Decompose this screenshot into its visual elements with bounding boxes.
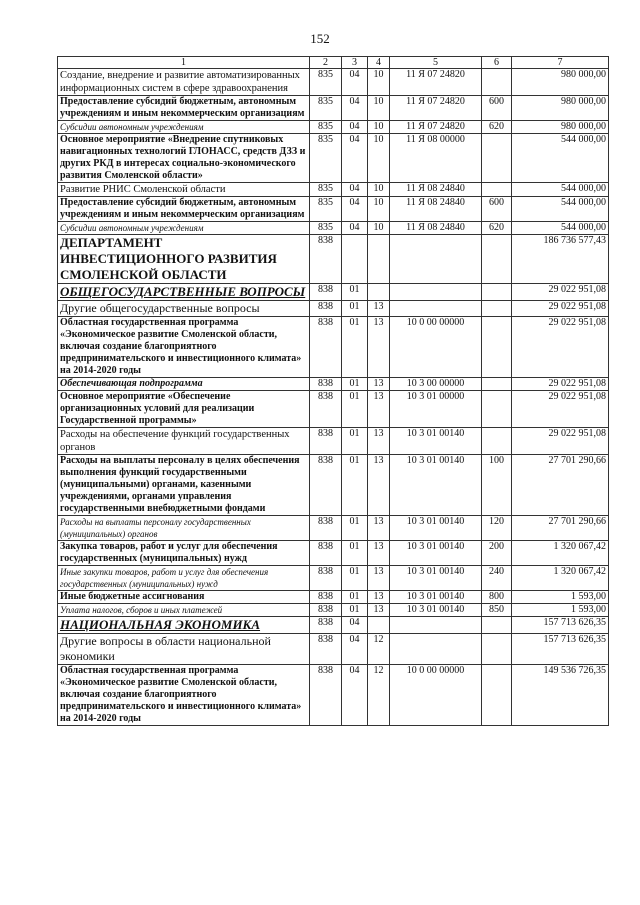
target-item-cell xyxy=(390,301,482,317)
expense-type-cell xyxy=(482,378,512,391)
section-code-cell: 04 xyxy=(342,665,368,726)
table-row xyxy=(58,566,609,591)
header-cell: 6 xyxy=(482,57,512,69)
section-code-cell: 01 xyxy=(342,604,368,617)
amount-cell: 544 000,00 xyxy=(512,134,609,183)
section-code-cell: 01 xyxy=(342,541,368,566)
amount-cell: 29 022 951,08 xyxy=(512,378,609,391)
expense-type-cell: 620 xyxy=(482,121,512,134)
header-cell: 1 xyxy=(58,57,310,69)
target-item-cell: 10 0 00 00000 xyxy=(390,317,482,378)
subsection-code-cell: 10 xyxy=(368,121,390,134)
expense-type-cell: 620 xyxy=(482,222,512,235)
section-code-cell: 01 xyxy=(342,301,368,317)
table-row xyxy=(58,378,609,391)
row-name-cell: Создание, внедрение и развитие автоматизированных информационных систем в сфере здравоохранения xyxy=(58,69,310,96)
amount-cell: 29 022 951,08 xyxy=(512,317,609,378)
ministry-code-cell: 835 xyxy=(310,134,342,183)
ministry-code-cell: 835 xyxy=(310,121,342,134)
ministry-code-cell: 838 xyxy=(310,566,342,591)
subsection-code-cell: 13 xyxy=(368,378,390,391)
subsection-code-cell: 13 xyxy=(368,541,390,566)
table-row xyxy=(58,634,609,665)
row-name-cell: Областная государственная программа «Экономическое развитие Смоленской области, включая создание благоприятного предпринимательского и инвестиционного климата» на 2014-2020 годы xyxy=(58,665,310,726)
target-item-cell: 11 Я 08 24840 xyxy=(390,222,482,235)
amount-cell: 186 736 577,43 xyxy=(512,235,609,284)
target-item-cell: 10 3 01 00140 xyxy=(390,604,482,617)
expense-type-cell: 850 xyxy=(482,604,512,617)
header-cell: 7 xyxy=(512,57,609,69)
target-item-cell: 11 Я 07 24820 xyxy=(390,69,482,96)
table-row xyxy=(58,516,609,541)
amount-cell: 1 320 067,42 xyxy=(512,541,609,566)
subsection-code-cell: 12 xyxy=(368,634,390,665)
row-name-cell: НАЦИОНАЛЬНАЯ ЭКОНОМИКА xyxy=(58,617,310,634)
target-item-cell xyxy=(390,634,482,665)
section-code-cell: 01 xyxy=(342,566,368,591)
amount-cell: 980 000,00 xyxy=(512,121,609,134)
row-name-cell: Иные закупки товаров, работ и услуг для обеспечения государственных (муниципальных) нужд xyxy=(58,566,310,591)
target-item-cell: 10 3 00 00000 xyxy=(390,378,482,391)
subsection-code-cell: 13 xyxy=(368,317,390,378)
section-code-cell: 04 xyxy=(342,617,368,634)
target-item-cell: 11 Я 08 24840 xyxy=(390,183,482,197)
table-row xyxy=(58,197,609,222)
table-row xyxy=(58,183,609,197)
table-header-row xyxy=(58,57,609,69)
expense-type-cell xyxy=(482,134,512,183)
subsection-code-cell: 10 xyxy=(368,197,390,222)
expense-type-cell: 600 xyxy=(482,197,512,222)
target-item-cell: 10 3 01 00140 xyxy=(390,455,482,516)
ministry-code-cell: 838 xyxy=(310,235,342,284)
section-code-cell: 01 xyxy=(342,455,368,516)
target-item-cell: 10 3 01 00000 xyxy=(390,391,482,428)
target-item-cell: 10 0 00 00000 xyxy=(390,665,482,726)
row-name-cell: Расходы на обеспечение функций государственных органов xyxy=(58,428,310,455)
ministry-code-cell: 838 xyxy=(310,634,342,665)
target-item-cell: 10 3 01 00140 xyxy=(390,428,482,455)
row-name-cell: Расходы на выплаты персоналу в целях обеспечения выполнения функций государственными (муниципальными) органами, казенными учреждениями, органами управления государственными внебюджетными фондами xyxy=(58,455,310,516)
expense-type-cell: 800 xyxy=(482,591,512,604)
ministry-code-cell: 838 xyxy=(310,301,342,317)
table-row xyxy=(58,665,609,726)
expense-type-cell xyxy=(482,317,512,378)
expense-type-cell xyxy=(482,183,512,197)
header-cell: 4 xyxy=(368,57,390,69)
budget-table xyxy=(57,56,609,726)
ministry-code-cell: 838 xyxy=(310,428,342,455)
subsection-code-cell: 10 xyxy=(368,222,390,235)
expense-type-cell: 120 xyxy=(482,516,512,541)
subsection-code-cell: 13 xyxy=(368,301,390,317)
expense-type-cell xyxy=(482,301,512,317)
expense-type-cell xyxy=(482,634,512,665)
section-code-cell: 04 xyxy=(342,69,368,96)
amount-cell: 29 022 951,08 xyxy=(512,284,609,301)
table-row xyxy=(58,222,609,235)
section-code-cell: 01 xyxy=(342,391,368,428)
ministry-code-cell: 838 xyxy=(310,378,342,391)
ministry-code-cell: 838 xyxy=(310,284,342,301)
expense-type-cell xyxy=(482,428,512,455)
section-code-cell: 04 xyxy=(342,121,368,134)
ministry-code-cell: 835 xyxy=(310,222,342,235)
row-name-cell: Областная государственная программа «Экономическое развитие Смоленской области, включая создание благоприятного предпринимательского и инвестиционного климата» на 2014-2020 годы xyxy=(58,317,310,378)
ministry-code-cell: 835 xyxy=(310,69,342,96)
subsection-code-cell: 13 xyxy=(368,391,390,428)
header-cell: 5 xyxy=(390,57,482,69)
amount-cell: 544 000,00 xyxy=(512,197,609,222)
amount-cell: 1 320 067,42 xyxy=(512,566,609,591)
ministry-code-cell: 835 xyxy=(310,197,342,222)
row-name-cell: Основное мероприятие «Обеспечение организационных условий для реализации Государственной программы» xyxy=(58,391,310,428)
ministry-code-cell: 838 xyxy=(310,617,342,634)
target-item-cell: 10 3 01 00140 xyxy=(390,516,482,541)
ministry-code-cell: 835 xyxy=(310,183,342,197)
section-code-cell: 01 xyxy=(342,591,368,604)
section-code-cell: 04 xyxy=(342,197,368,222)
ministry-code-cell: 838 xyxy=(310,455,342,516)
ministry-code-cell: 838 xyxy=(310,317,342,378)
section-code-cell: 01 xyxy=(342,516,368,541)
subsection-code-cell: 10 xyxy=(368,69,390,96)
expense-type-cell xyxy=(482,617,512,634)
section-code-cell: 04 xyxy=(342,183,368,197)
row-name-cell: Иные бюджетные ассигнования xyxy=(58,591,310,604)
amount-cell: 544 000,00 xyxy=(512,222,609,235)
expense-type-cell xyxy=(482,235,512,284)
header-cell: 3 xyxy=(342,57,368,69)
ministry-code-cell: 835 xyxy=(310,96,342,121)
row-name-cell: Другие вопросы в области национальной экономики xyxy=(58,634,310,665)
expense-type-cell xyxy=(482,391,512,428)
subsection-code-cell xyxy=(368,284,390,301)
table-row xyxy=(58,121,609,134)
table-row xyxy=(58,96,609,121)
amount-cell: 980 000,00 xyxy=(512,96,609,121)
amount-cell: 27 701 290,66 xyxy=(512,455,609,516)
section-code-cell: 01 xyxy=(342,428,368,455)
expense-type-cell xyxy=(482,284,512,301)
amount-cell: 157 713 626,35 xyxy=(512,634,609,665)
ministry-code-cell: 838 xyxy=(310,516,342,541)
subsection-code-cell xyxy=(368,235,390,284)
amount-cell: 29 022 951,08 xyxy=(512,391,609,428)
amount-cell: 1 593,00 xyxy=(512,604,609,617)
section-code-cell: 04 xyxy=(342,222,368,235)
amount-cell: 980 000,00 xyxy=(512,69,609,96)
target-item-cell: 11 Я 07 24820 xyxy=(390,96,482,121)
table-row xyxy=(58,617,609,634)
row-name-cell: ОБЩЕГОСУДАРСТВЕННЫЕ ВОПРОСЫ xyxy=(58,284,310,301)
table-row xyxy=(58,301,609,317)
subsection-code-cell: 13 xyxy=(368,591,390,604)
section-code-cell: 04 xyxy=(342,134,368,183)
row-name-cell: Предоставление субсидий бюджетным, автономным учреждениям и иным некоммерческим организациям xyxy=(58,96,310,121)
expense-type-cell xyxy=(482,69,512,96)
amount-cell: 149 536 726,35 xyxy=(512,665,609,726)
subsection-code-cell: 13 xyxy=(368,566,390,591)
target-item-cell: 11 Я 07 24820 xyxy=(390,121,482,134)
ministry-code-cell: 838 xyxy=(310,391,342,428)
row-name-cell: Субсидии автономным учреждениям xyxy=(58,121,310,134)
amount-cell: 1 593,00 xyxy=(512,591,609,604)
ministry-code-cell: 838 xyxy=(310,665,342,726)
ministry-code-cell: 838 xyxy=(310,541,342,566)
subsection-code-cell: 12 xyxy=(368,665,390,726)
target-item-cell: 10 3 01 00140 xyxy=(390,591,482,604)
row-name-cell: Развитие РНИС Смоленской области xyxy=(58,183,310,197)
expense-type-cell: 240 xyxy=(482,566,512,591)
row-name-cell: Другие общегосударственные вопросы xyxy=(58,301,310,317)
section-code-cell: 01 xyxy=(342,378,368,391)
target-item-cell: 10 3 01 00140 xyxy=(390,541,482,566)
table-row xyxy=(58,134,609,183)
expense-type-cell: 200 xyxy=(482,541,512,566)
target-item-cell: 11 Я 08 00000 xyxy=(390,134,482,183)
ministry-code-cell: 838 xyxy=(310,591,342,604)
row-name-cell: Предоставление субсидий бюджетным, автономным учреждениям и иным некоммерческим организациям xyxy=(58,197,310,222)
subsection-code-cell: 10 xyxy=(368,134,390,183)
subsection-code-cell: 10 xyxy=(368,183,390,197)
page-number: 152 xyxy=(310,31,330,46)
subsection-code-cell: 13 xyxy=(368,428,390,455)
subsection-code-cell: 13 xyxy=(368,516,390,541)
row-name-cell: ДЕПАРТАМЕНТ ИНВЕСТИЦИОННОГО РАЗВИТИЯ СМОЛЕНСКОЙ ОБЛАСТИ xyxy=(58,235,310,284)
row-name-cell: Закупка товаров, работ и услуг для обеспечения государственных (муниципальных) нужд xyxy=(58,541,310,566)
amount-cell: 29 022 951,08 xyxy=(512,428,609,455)
expense-type-cell: 600 xyxy=(482,96,512,121)
table-row xyxy=(58,391,609,428)
ministry-code-cell: 838 xyxy=(310,604,342,617)
amount-cell: 27 701 290,66 xyxy=(512,516,609,541)
expense-type-cell xyxy=(482,665,512,726)
table-row xyxy=(58,69,609,96)
subsection-code-cell xyxy=(368,617,390,634)
section-code-cell: 01 xyxy=(342,317,368,378)
row-name-cell: Субсидии автономным учреждениям xyxy=(58,222,310,235)
table-row xyxy=(58,455,609,516)
subsection-code-cell: 13 xyxy=(368,604,390,617)
section-code-cell: 04 xyxy=(342,96,368,121)
target-item-cell: 10 3 01 00140 xyxy=(390,566,482,591)
table-row xyxy=(58,604,609,617)
table-row xyxy=(58,591,609,604)
amount-cell: 29 022 951,08 xyxy=(512,301,609,317)
row-name-cell: Основное мероприятие «Внедрение спутниковых навигационных технологий ГЛОНАСС, средств ДЗЗ и других РКД в интересах социально-экономического развития Смоленской области» xyxy=(58,134,310,183)
target-item-cell: 11 Я 08 24840 xyxy=(390,197,482,222)
table-row xyxy=(58,284,609,301)
table-row xyxy=(58,541,609,566)
amount-cell: 544 000,00 xyxy=(512,183,609,197)
header-cell: 2 xyxy=(310,57,342,69)
section-code-cell: 04 xyxy=(342,634,368,665)
row-name-cell: Обеспечивающая подпрограмма xyxy=(58,378,310,391)
expense-type-cell: 100 xyxy=(482,455,512,516)
target-item-cell xyxy=(390,284,482,301)
section-code-cell: 01 xyxy=(342,284,368,301)
target-item-cell xyxy=(390,235,482,284)
table-row xyxy=(58,235,609,284)
amount-cell: 157 713 626,35 xyxy=(512,617,609,634)
row-name-cell: Уплата налогов, сборов и иных платежей xyxy=(58,604,310,617)
subsection-code-cell: 13 xyxy=(368,455,390,516)
table-row xyxy=(58,428,609,455)
table-row xyxy=(58,317,609,378)
row-name-cell: Расходы на выплаты персоналу государственных (муниципальных) органов xyxy=(58,516,310,541)
target-item-cell xyxy=(390,617,482,634)
subsection-code-cell: 10 xyxy=(368,96,390,121)
section-code-cell xyxy=(342,235,368,284)
